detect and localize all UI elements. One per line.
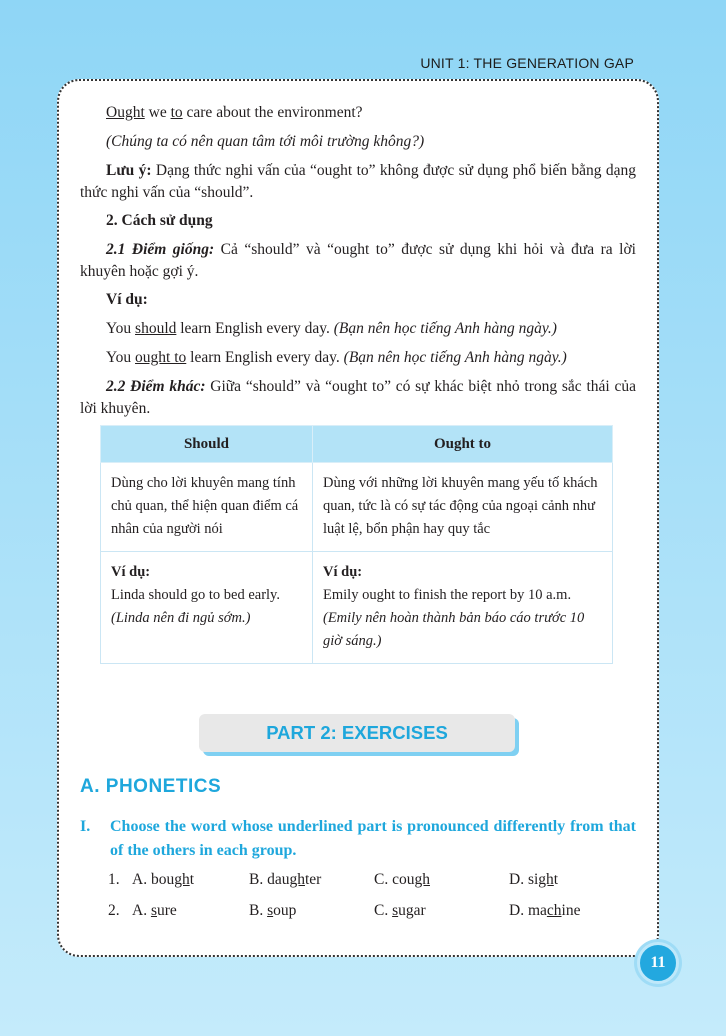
comparison-table (100, 425, 613, 664)
table-cell: Dùng cho lời khuyên mang tính chủ quan, thể hiện quan điểm cá nhân của người nói (101, 463, 313, 552)
example-ought-to: You ought to learn English every day. (Bạn nên học tiếng Anh hàng ngày.) (106, 349, 567, 366)
part-2-banner: PART 2: EXERCISES (199, 714, 515, 752)
table-header-ought-to: Ought to (313, 426, 613, 463)
example-should: You should learn English every day. (Bạn nên học tiếng Anh hàng ngày.) (106, 320, 557, 337)
option-b[interactable]: B. soup (249, 902, 297, 919)
table-cell: Ví dụ: Emily ought to finish the report by 10 a.m. (Emily nên hoàn thành bản báo cáo trước 10 giờ sáng.) (313, 552, 613, 664)
similarity-paragraph: 2.1 Điểm giống: Cả “should” và “ought to” được sử dụng khi hỏi và đưa ra lời khuyên hoặc gợi ý. (80, 241, 636, 280)
option-d[interactable]: D. machine (509, 902, 581, 919)
note-paragraph: Lưu ý: Dạng thức nghi vấn của “ought to” không được sử dụng phổ biến bằng dạng thức nghi vấn của “should”. (80, 162, 636, 201)
example-label: Ví dụ: (106, 291, 148, 308)
section-phonetics: A. PHONETICS (80, 776, 222, 797)
option-d[interactable]: D. sight (509, 871, 559, 888)
example-question-translation: (Chúng ta có nên quan tâm tới môi trường không?) (106, 133, 425, 150)
table-header-should: Should (101, 426, 313, 463)
option-b[interactable]: B. daughter (249, 871, 322, 888)
option-c[interactable]: C. sugar (374, 902, 426, 919)
example-question: Ought we to care about the environment? (106, 104, 363, 121)
page-number: 11 (637, 942, 679, 984)
difference-paragraph: 2.2 Điểm khác: Giữa “should” và “ought to” có sự khác biệt nhỏ trong sắc thái của lời khuyên. (80, 378, 636, 417)
usage-title: 2. Cách sử dụng (106, 212, 213, 229)
table-cell: Ví dụ: Linda should go to bed early. (Linda nên đi ngủ sớm.) (101, 552, 313, 664)
option-a[interactable]: A. sure (132, 902, 177, 919)
option-a[interactable]: A. bought (132, 871, 195, 888)
unit-title: UNIT 1: THE GENERATION GAP (420, 55, 634, 71)
option-c[interactable]: C. cough (374, 871, 430, 888)
table-cell: Dùng với những lời khuyên mang yếu tố khách quan, tức là có sự tác động của ngoại cảnh như luật lệ, bổn phận hay quy tắc (313, 463, 613, 552)
